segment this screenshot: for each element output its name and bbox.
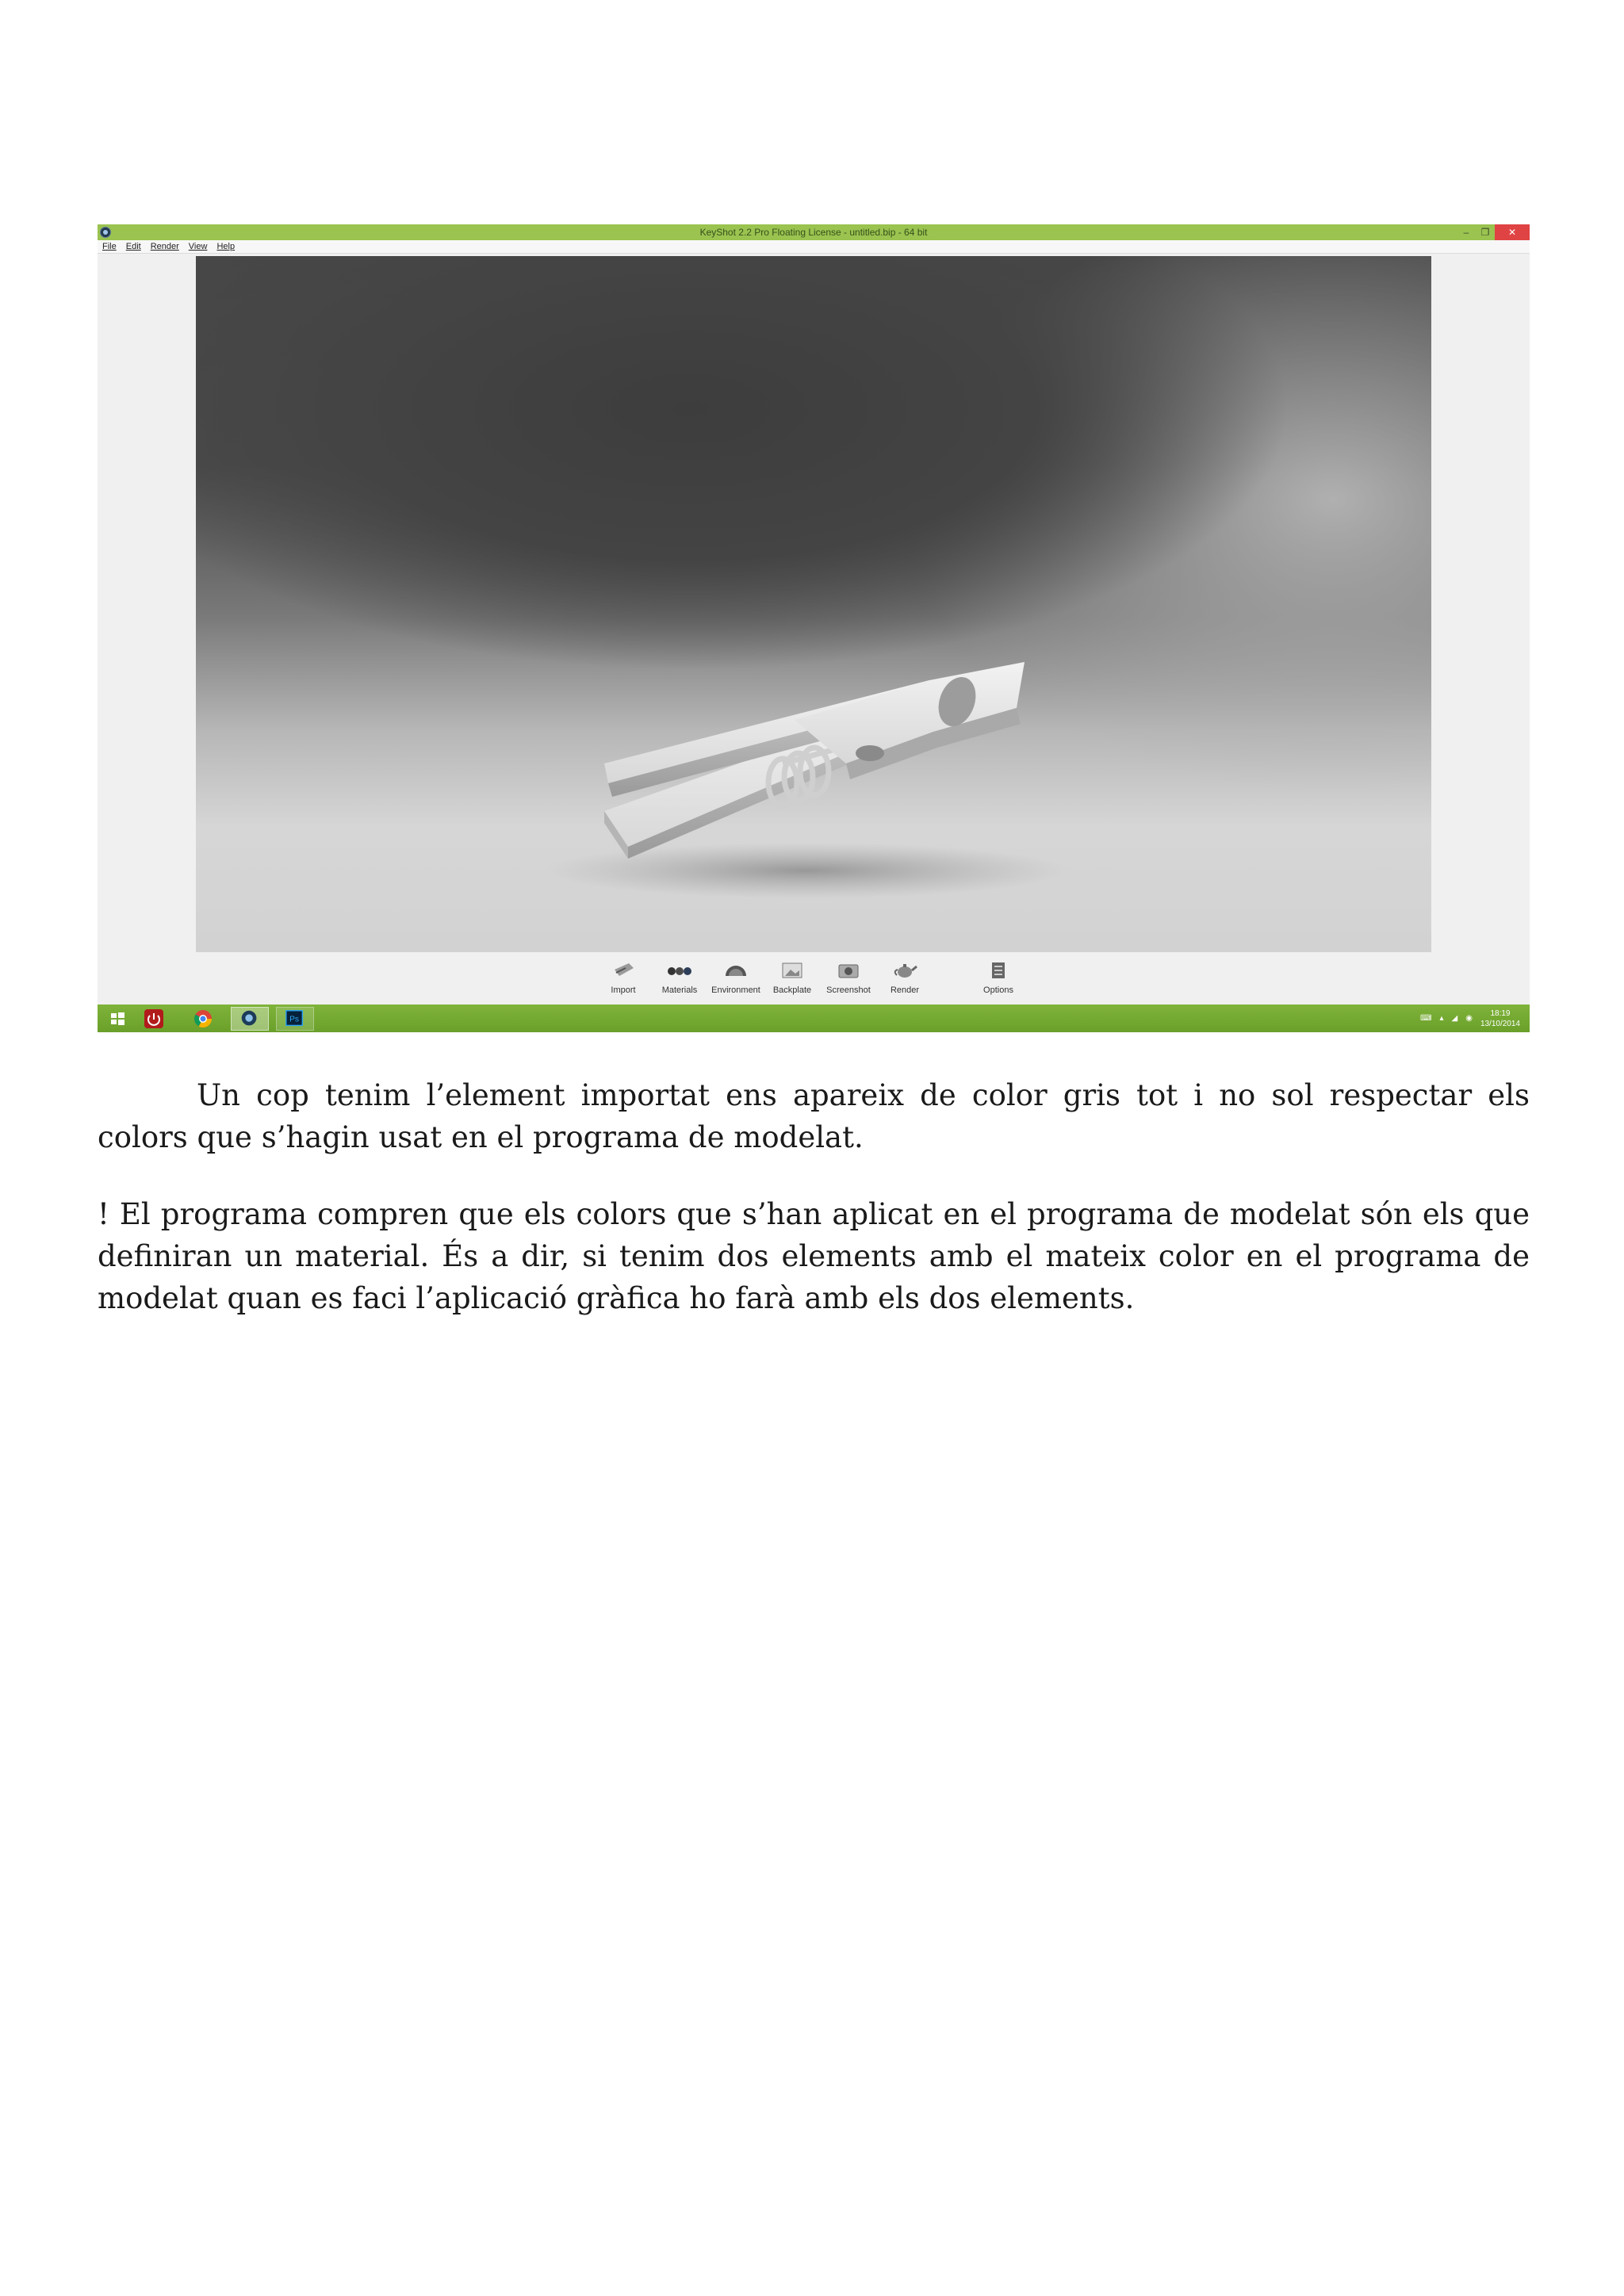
keyshot-icon: [232, 1008, 268, 1030]
keyboard-icon[interactable]: ⌨: [1420, 1014, 1432, 1023]
import-icon: [610, 959, 637, 981]
body-paragraph-1: Un cop tenim l’element importat ens apareix de color gris tot i no sol respectar els colors que s’hagin usat en el programa de modelat.: [98, 1078, 1530, 1154]
options-button[interactable]: Options: [971, 959, 1026, 995]
tray-arrow-icon[interactable]: ▴: [1439, 1014, 1444, 1023]
keyshot-app-icon[interactable]: [100, 227, 111, 238]
menu-render[interactable]: Render: [150, 242, 179, 251]
photoshop-icon: [277, 1008, 313, 1030]
options-icon: [985, 959, 1012, 981]
materials-icon: [666, 959, 693, 981]
menu-bar: [98, 240, 1530, 254]
title-bar: [98, 224, 1530, 240]
clothespin-model[interactable]: [196, 256, 1431, 952]
system-tray: [1420, 1004, 1520, 1032]
restore-button[interactable]: ❐: [1480, 227, 1490, 238]
import-button[interactable]: Import: [596, 959, 651, 995]
close-button[interactable]: ✕: [1495, 224, 1530, 240]
windows-start-icon[interactable]: [105, 1008, 129, 1030]
pin-hole: [856, 745, 884, 761]
backplate-icon: [779, 959, 806, 981]
window-controls: [1457, 224, 1530, 240]
environment-button[interactable]: Environment: [708, 959, 764, 995]
render-viewport[interactable]: [196, 256, 1431, 952]
keyshot-taskbar-button[interactable]: [231, 1007, 269, 1031]
environment-icon: [722, 959, 749, 981]
screenshot-button[interactable]: Screenshot: [821, 959, 876, 995]
window-title: KeyShot 2.2 Pro Floating License - untitled.bip - 64 bit: [699, 227, 928, 238]
minimize-button[interactable]: –: [1463, 227, 1469, 238]
photoshop-taskbar-button[interactable]: [276, 1007, 314, 1031]
menu-file[interactable]: File: [102, 242, 117, 251]
clock-time: 18:19: [1490, 1008, 1511, 1018]
body-paragraph-2: ! El programa compren que els colors que s’han aplicat en el programa de modelat són els que definiran un material. És a dir, si tenim dos elements amb el mateix color en el programa de modelat quan es faci l’aplicació gràfica ho farà amb els dos elements.: [98, 1197, 1530, 1315]
ps-label: Ps: [289, 1015, 300, 1024]
render-teapot-icon: [891, 959, 918, 981]
volume-icon[interactable]: ◉: [1465, 1014, 1473, 1023]
render-button[interactable]: Render: [877, 959, 933, 995]
menu-view[interactable]: View: [188, 242, 208, 251]
windows-taskbar: [98, 1004, 1530, 1032]
chrome-icon[interactable]: [191, 1008, 215, 1030]
screenshot-icon: [835, 959, 862, 981]
backplate-button[interactable]: Backplate: [764, 959, 820, 995]
network-icon[interactable]: ◢: [1451, 1014, 1458, 1023]
materials-button[interactable]: Materials: [652, 959, 707, 995]
clock-date: 13/10/2014: [1480, 1019, 1520, 1028]
menu-edit[interactable]: Edit: [125, 242, 141, 251]
power-icon[interactable]: [142, 1008, 166, 1030]
keyshot-screenshot: [98, 224, 1530, 1032]
clock[interactable]: [1480, 1008, 1520, 1029]
menu-help[interactable]: Help: [216, 242, 236, 251]
